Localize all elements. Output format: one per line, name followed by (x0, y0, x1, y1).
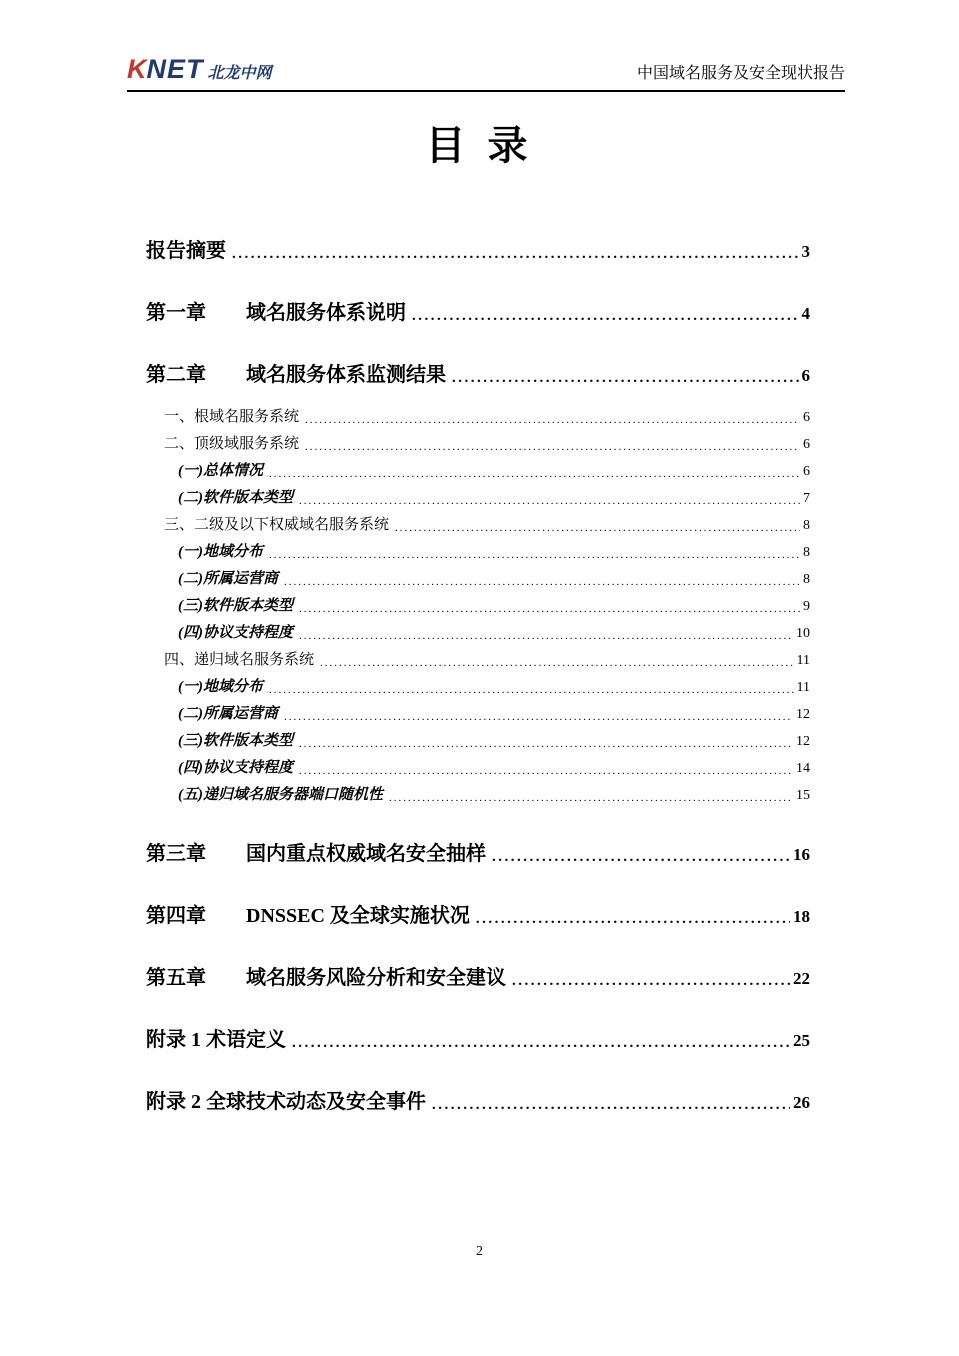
toc-page-number: 10 (796, 626, 810, 641)
toc-dot-leader (432, 1098, 790, 1113)
toc-page-number: 8 (803, 545, 810, 560)
toc-chapter-number: 第三章 (146, 843, 206, 865)
toc-page-number: 7 (803, 491, 810, 506)
toc-dot-leader (299, 631, 793, 642)
toc-entry-abstract[interactable] (146, 237, 810, 266)
toc-page-number: 8 (803, 572, 810, 587)
toc-entry-appendix-2[interactable] (146, 1088, 810, 1117)
toc-page-number: 6 (803, 437, 810, 452)
toc-entry-label: (四)协议支持程度 (178, 760, 293, 776)
toc-dot-leader (395, 523, 800, 534)
toc-entry-subsection[interactable] (146, 703, 810, 726)
toc-page-number: 16 (793, 845, 810, 864)
toc-entry-label: (四)协议支持程度 (178, 625, 293, 641)
toc-dot-leader (299, 604, 800, 615)
toc-page-number: 18 (793, 907, 810, 926)
toc-dot-leader (299, 739, 793, 750)
toc-entry-section[interactable] (146, 649, 810, 672)
header-document-title: 中国域名服务及安全现状报告 (636, 64, 845, 82)
toc-dot-leader (284, 712, 793, 723)
toc-entry-subsection[interactable] (146, 622, 810, 645)
toc-entry-label: 附录 2 全球技术动态及安全事件 (146, 1091, 426, 1113)
toc-entry-label: (一)地域分布 (178, 679, 263, 695)
toc-entry-label: 附录 1 术语定义 (146, 1029, 286, 1051)
toc-entry-label: (三)软件版本类型 (178, 733, 293, 749)
toc-entry-label: 域名服务体系监测结果 (246, 364, 446, 386)
toc-page-number: 3 (801, 242, 810, 261)
toc-dot-leader (412, 309, 799, 324)
toc-entry-section[interactable] (146, 406, 810, 429)
toc-dot-leader (269, 685, 794, 696)
table-of-contents (146, 237, 810, 1117)
toc-page-number: 14 (796, 761, 810, 776)
toc-page-number: 6 (801, 366, 810, 385)
logo-net-letters: NET (146, 54, 204, 84)
toc-entry-appendix-1[interactable] (146, 1026, 810, 1055)
toc-chapter-number: 第二章 (146, 364, 206, 386)
toc-page-number: 22 (793, 969, 810, 988)
toc-entry-subsection[interactable] (146, 784, 810, 807)
toc-entry-label: (二)所属运营商 (178, 706, 278, 722)
toc-page-number: 11 (796, 680, 810, 695)
toc-entry-subsection[interactable] (146, 676, 810, 699)
toc-chapter-number: 第五章 (146, 967, 206, 989)
toc-dot-leader (269, 550, 800, 561)
toc-dot-leader (284, 577, 800, 588)
toc-entry-section[interactable] (146, 514, 810, 537)
toc-dot-leader (320, 658, 794, 669)
footer-page-number: 2 (476, 1244, 483, 1259)
logo-k-letter: K (127, 54, 147, 84)
toc-entry-chapter-5[interactable] (146, 964, 810, 993)
toc-entry-label: (二)所属运营商 (178, 571, 278, 587)
toc-entry-subsection[interactable] (146, 730, 810, 753)
toc-page-number: 25 (793, 1031, 810, 1050)
toc-entry-label: 国内重点权威域名安全抽样 (246, 843, 486, 865)
toc-entry-label: (五)递归域名服务器端口随机性 (178, 787, 383, 803)
toc-entry-subsection[interactable] (146, 757, 810, 780)
toc-dot-leader (232, 247, 799, 262)
toc-entry-chapter-4[interactable] (146, 902, 810, 931)
toc-entry-label: (一)地域分布 (178, 544, 263, 560)
toc-entry-chapter-3[interactable] (146, 840, 810, 869)
toc-page-number: 6 (803, 410, 810, 425)
toc-entry-chapter-1[interactable] (146, 299, 810, 328)
page-footer (0, 1244, 959, 1260)
toc-entry-label: 三、二级及以下权威域名服务系统 (164, 516, 390, 533)
toc-page-number: 15 (796, 788, 810, 803)
toc-page-number: 12 (796, 734, 810, 749)
toc-entry-subsection[interactable] (146, 568, 810, 591)
toc-page-number: 6 (803, 464, 810, 479)
toc-dot-leader (292, 1036, 790, 1051)
toc-entry-label: (二)软件版本类型 (178, 490, 293, 506)
toc-chapter-number: 第一章 (146, 302, 206, 324)
toc-dot-leader (476, 912, 790, 927)
toc-dot-leader (305, 415, 800, 426)
toc-dot-leader (389, 793, 793, 804)
toc-entry-subsection[interactable] (146, 460, 810, 483)
toc-page-number: 11 (796, 653, 810, 668)
toc-dot-leader (299, 766, 793, 777)
toc-entry-label: 域名服务体系说明 (246, 302, 406, 324)
toc-dot-leader (512, 974, 790, 989)
toc-chapter-number: 第四章 (146, 905, 206, 927)
toc-entry-subsection[interactable] (146, 541, 810, 564)
toc-entry-subsection[interactable] (146, 487, 810, 510)
toc-entry-label: 报告摘要 (146, 240, 226, 262)
toc-entry-chapter-2[interactable] (146, 361, 810, 390)
toc-dot-leader (299, 496, 800, 507)
knet-logo (127, 56, 272, 83)
toc-entry-label: (三)软件版本类型 (178, 598, 293, 614)
toc-page-number: 9 (803, 599, 810, 614)
toc-page-number: 26 (793, 1093, 810, 1112)
toc-entry-label: DNSSEC 及全球实施状况 (246, 905, 470, 927)
toc-entry-label: 域名服务风险分析和安全建议 (246, 967, 506, 989)
page-header (127, 56, 845, 92)
logo-chinese-name: 北龙中网 (207, 65, 272, 82)
toc-entry-label: 一、根域名服务系统 (164, 408, 300, 425)
toc-page-number: 12 (796, 707, 810, 722)
toc-entry-section[interactable] (146, 433, 810, 456)
toc-entry-label: (一)总体情况 (178, 463, 263, 479)
toc-page-number: 8 (803, 518, 810, 533)
toc-entry-label: 四、递归域名服务系统 (164, 651, 315, 668)
toc-dot-leader (269, 469, 800, 480)
toc-dot-leader (305, 442, 800, 453)
toc-page-number: 4 (801, 304, 810, 323)
toc-dot-leader (452, 371, 799, 386)
page-title: 目 录 (425, 123, 534, 168)
toc-entry-label: 二、顶级域服务系统 (164, 435, 300, 452)
toc-dot-leader (492, 850, 790, 865)
toc-entry-subsection[interactable] (146, 595, 810, 618)
